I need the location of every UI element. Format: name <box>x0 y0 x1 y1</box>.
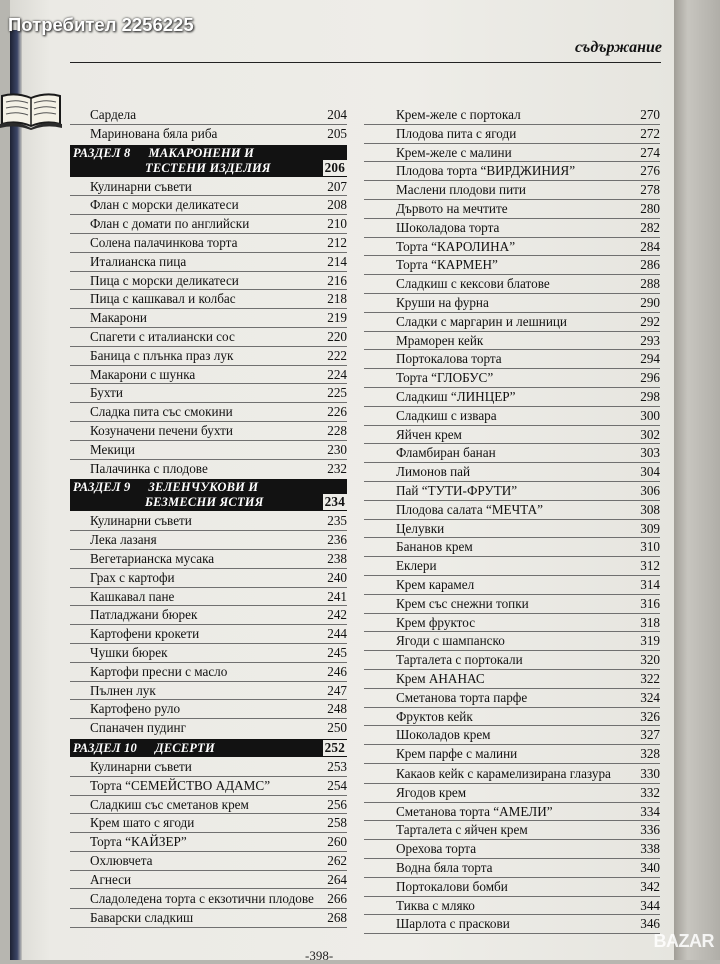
entry-page-number: 286 <box>640 257 660 273</box>
page-number: -398- <box>305 948 334 963</box>
entry-title: Ягодов крем <box>396 784 467 800</box>
entry-page-number: 253 <box>327 758 347 774</box>
entry-page-number: 256 <box>327 796 347 812</box>
entry-page-number: 334 <box>640 803 660 819</box>
entry-page-number: 266 <box>327 891 347 907</box>
toc-entry <box>70 889 347 909</box>
toc-entry <box>364 538 660 557</box>
entry-page-number: 250 <box>327 720 347 736</box>
entry-page-number: 264 <box>327 871 347 887</box>
entry-page-number: 262 <box>327 852 347 868</box>
toc-entry <box>364 689 660 708</box>
toc-entry <box>70 719 347 738</box>
toc-entry <box>70 234 347 253</box>
entry-title: Картофени крокети <box>90 626 200 642</box>
entry-title: Баница с плънка праз лук <box>90 347 234 363</box>
entry-page-number: 274 <box>640 144 660 160</box>
toc-entry <box>364 444 660 463</box>
toc-entry <box>364 294 660 313</box>
entry-page-number: 258 <box>327 815 347 831</box>
entry-title: Шоколадова торта <box>396 219 500 235</box>
toc-entry <box>364 313 660 332</box>
entry-title: Лека лазаня <box>90 532 157 548</box>
entry-title: Плодова салата “МЕЧТА” <box>396 501 543 517</box>
toc-entry <box>70 909 347 928</box>
entry-page-number: 293 <box>640 332 660 348</box>
toc-entry <box>364 764 660 784</box>
toc-entry <box>364 726 660 745</box>
entry-title: Торта “ГЛОБУС” <box>396 370 494 386</box>
section-header <box>70 739 347 757</box>
entry-page-number: 330 <box>640 765 660 781</box>
entry-page-number: 218 <box>327 291 347 307</box>
toc-entry <box>364 670 660 689</box>
toc-entry <box>364 821 660 840</box>
entry-page-number: 318 <box>640 614 660 630</box>
entry-page-number: 327 <box>640 727 660 743</box>
entry-title: Картофи пресни с масло <box>90 663 228 679</box>
entry-page-number: 300 <box>640 407 660 423</box>
header-rule <box>70 62 661 63</box>
entry-title: Торта “КАРМЕН” <box>396 257 498 273</box>
entry-page-number: 342 <box>640 878 660 894</box>
section-title: ЗЕЛЕНЧУКОВИ И <box>148 480 259 495</box>
entry-page-number: 324 <box>640 689 660 705</box>
toc-entry <box>364 878 660 897</box>
toc-entry <box>70 682 347 701</box>
entry-page-number: 298 <box>640 388 660 404</box>
toc-entry <box>364 426 660 445</box>
entry-title: Торта “СЕМЕЙСТВО АДАМС” <box>90 777 271 793</box>
entry-title: Ягоди с шампанско <box>396 633 505 649</box>
entry-page-number: 220 <box>327 328 347 344</box>
toc-entry <box>70 644 347 663</box>
toc-entry <box>364 162 660 181</box>
book-spine <box>10 30 22 960</box>
section-page-number: 234 <box>324 494 345 510</box>
section-title: МАКАРОНЕНИ И <box>148 145 255 160</box>
toc-entry <box>70 663 347 682</box>
entry-title: Флан с морски деликатеси <box>90 197 239 213</box>
entry-page-number: 346 <box>640 916 660 932</box>
next-page-edge <box>674 0 720 960</box>
entry-title: Крем със снежни топки <box>396 595 529 611</box>
entry-title: Целувки <box>396 520 445 536</box>
entry-title: Лимонов пай <box>396 464 471 480</box>
entry-page-number: 214 <box>327 253 347 269</box>
entry-title: Тарталета с яйчен крем <box>396 822 528 838</box>
entry-title: Портокалови бомби <box>396 878 508 894</box>
entry-page-number: 240 <box>327 569 347 585</box>
entry-page-number: 268 <box>327 910 347 926</box>
entry-title: Бухти <box>90 385 123 401</box>
section-header <box>70 479 347 511</box>
toc-entry <box>364 219 660 238</box>
toc-entry <box>364 840 660 859</box>
entry-page-number: 247 <box>327 682 347 698</box>
toc-left-column <box>70 106 347 928</box>
entry-page-number: 336 <box>640 822 660 838</box>
entry-page-number: 228 <box>327 422 347 438</box>
entry-title: Пай “ТУТИ-ФРУТИ” <box>396 482 518 498</box>
entry-page-number: 270 <box>640 107 660 122</box>
entry-page-number: 282 <box>640 219 660 235</box>
entry-title: Портокалова торта <box>396 351 502 367</box>
entry-page-number: 244 <box>327 626 347 642</box>
toc-entry <box>364 557 660 576</box>
entry-page-number: 246 <box>327 663 347 679</box>
toc-entry <box>70 833 347 852</box>
entry-title: Спаначен пудинг <box>90 720 186 736</box>
entry-title: Маринована бяла риба <box>90 125 218 141</box>
entry-title: Кашкавал пане <box>90 588 175 604</box>
entry-title: Охлювчета <box>90 852 153 868</box>
toc-entry <box>70 290 347 309</box>
toc-entry <box>70 531 347 550</box>
entry-title: Крем парфе с малини <box>396 746 518 762</box>
toc-entry <box>364 576 660 595</box>
entry-title: Крем-желе с портокал <box>396 107 521 122</box>
entry-page-number: 302 <box>640 426 660 442</box>
toc-entry <box>364 859 660 878</box>
toc-entry <box>70 758 347 777</box>
site-watermark: BAZAR <box>653 931 714 951</box>
entry-title: Шарлота с праскови <box>396 916 510 932</box>
entry-title: Сладкиш с кексови блатове <box>396 276 550 292</box>
entry-title: Солена палачинкова торта <box>90 234 238 250</box>
entry-title: Сладкиш с извара <box>396 407 497 423</box>
entry-title: Сладкиш със сметанов крем <box>90 796 249 812</box>
entry-title: Чушки бюрек <box>90 644 168 660</box>
entry-title: Макарони <box>90 310 147 326</box>
toc-entry <box>364 915 660 934</box>
entry-title: Италианска пица <box>90 253 187 269</box>
entry-title: Еклери <box>396 558 437 574</box>
entry-page-number: 204 <box>327 107 347 122</box>
entry-page-number: 242 <box>327 607 347 623</box>
entry-title: Пица с морски деликатеси <box>90 272 239 288</box>
toc-entry <box>70 215 347 234</box>
entry-page-number: 326 <box>640 708 660 724</box>
entry-title: Кулинарни съвети <box>90 513 192 529</box>
entry-title: Вегетарианска мусака <box>90 550 215 566</box>
entry-page-number: 272 <box>640 125 660 141</box>
entry-page-number: 328 <box>640 746 660 762</box>
toc-entry <box>364 332 660 351</box>
page-header-title: съдържание <box>575 39 662 56</box>
entry-title: Крем-желе с малини <box>396 144 512 160</box>
entry-page-number: 222 <box>327 347 347 363</box>
entry-title: Торта “КАРОЛИНА” <box>396 238 516 254</box>
toc-entry <box>70 422 347 441</box>
entry-page-number: 276 <box>640 163 660 179</box>
toc-entry <box>364 520 660 539</box>
toc-entry <box>364 784 660 803</box>
entry-title: Фруктов кейк <box>396 708 473 724</box>
toc-entry <box>70 569 347 588</box>
toc-entry <box>364 181 660 200</box>
entry-title: Бананов крем <box>396 539 473 555</box>
toc-entry <box>364 614 660 633</box>
entry-title: Водна бяла торта <box>396 860 493 876</box>
toc-entry <box>70 309 347 328</box>
section-label: РАЗДЕЛ 9 <box>73 480 131 495</box>
toc-entry <box>70 272 347 291</box>
toc-entry <box>70 588 347 607</box>
section-title-line2: БЕЗМЕСНИ ЯСТИЯ <box>145 495 264 510</box>
entry-title: Дървото на мечтите <box>396 200 508 216</box>
entry-page-number: 340 <box>640 860 660 876</box>
toc-entry <box>364 595 660 614</box>
entry-page-number: 241 <box>327 588 347 604</box>
entry-page-number: 230 <box>327 441 347 457</box>
section-page-number: 252 <box>324 739 345 755</box>
toc-entry <box>364 708 660 727</box>
entry-page-number: 245 <box>327 644 347 660</box>
entry-page-number: 219 <box>327 310 347 326</box>
entry-page-number: 224 <box>327 366 347 382</box>
toc-entry <box>364 256 660 275</box>
section-title: ДЕСЕРТИ <box>154 740 215 755</box>
entry-title: Мекици <box>90 441 135 457</box>
entry-title: Козуначени печени бухти <box>90 422 233 438</box>
entry-title: Флан с домати по английски <box>90 216 250 232</box>
entry-page-number: 308 <box>640 501 660 517</box>
entry-page-number: 344 <box>640 897 660 913</box>
toc-entry <box>364 897 660 916</box>
toc-entry <box>70 441 347 460</box>
toc-entry <box>70 125 347 144</box>
entry-page-number: 212 <box>327 234 347 250</box>
entry-page-number: 314 <box>640 576 660 592</box>
toc-entry <box>70 328 347 347</box>
entry-title: Круши на фурна <box>396 294 489 310</box>
toc-right-column <box>364 106 660 934</box>
entry-page-number: 225 <box>327 385 347 401</box>
toc-entry <box>70 512 347 531</box>
entry-title: Макарони с шунка <box>90 366 196 382</box>
toc-entry <box>70 852 347 871</box>
entry-page-number: 306 <box>640 482 660 498</box>
toc-entry <box>70 871 347 890</box>
entry-title: Сладки с маргарин и лешници <box>396 313 567 329</box>
entry-title: Кулинарни съвети <box>90 178 192 194</box>
toc-entry <box>364 501 660 520</box>
user-id-overlay: Потребител 2256225 <box>8 14 194 35</box>
entry-page-number: 260 <box>327 834 347 850</box>
toc-entry <box>364 632 660 651</box>
entry-title: Сметанова торта парфе <box>396 689 528 705</box>
toc-entry <box>70 366 347 385</box>
toc-entry <box>364 388 660 407</box>
entry-title: Крем фруктос <box>396 614 476 630</box>
entry-page-number: 322 <box>640 670 660 686</box>
entry-page-number: 280 <box>640 200 660 216</box>
toc-entry <box>70 814 347 833</box>
entry-title: Крем АНАНАС <box>396 670 485 686</box>
entry-page-number: 248 <box>327 701 347 717</box>
entry-page-number: 310 <box>640 539 660 555</box>
toc-entry <box>70 196 347 215</box>
toc-entry <box>70 777 347 796</box>
toc-entry <box>364 275 660 294</box>
entry-title: Какаов кейк с карамелизирана глазура <box>396 765 611 781</box>
entry-page-number: 236 <box>327 532 347 548</box>
toc-entry <box>70 625 347 644</box>
entry-page-number: 232 <box>327 460 347 476</box>
toc-entry <box>70 460 347 479</box>
entry-page-number: 235 <box>327 513 347 529</box>
entry-title: Картофено руло <box>90 701 181 717</box>
entry-title: Пълнен лук <box>90 682 156 698</box>
entry-page-number: 320 <box>640 652 660 668</box>
entry-title: Грах с картофи <box>90 569 175 585</box>
entry-page-number: 216 <box>327 272 347 288</box>
entry-page-number: 303 <box>640 445 660 461</box>
toc-entry <box>70 178 347 197</box>
entry-page-number: 210 <box>327 216 347 232</box>
section-label: РАЗДЕЛ 10 <box>73 740 137 755</box>
entry-title: Патладжани бюрек <box>90 607 198 623</box>
section-header <box>70 145 347 177</box>
toc-entry <box>364 350 660 369</box>
entry-title: Фламбиран банан <box>396 445 496 461</box>
entry-title: Плодова торта “ВИРДЖИНИЯ” <box>396 163 576 179</box>
entry-title: Агнеси <box>90 871 132 887</box>
entry-page-number: 319 <box>640 633 660 649</box>
toc-entry <box>70 606 347 625</box>
entry-title: Крем карамел <box>396 576 475 592</box>
toc-entry <box>364 745 660 764</box>
entry-page-number: 207 <box>327 178 347 194</box>
entry-page-number: 312 <box>640 558 660 574</box>
section-page-number: 206 <box>324 159 345 175</box>
entry-title: Сметанова торта “АМЕЛИ” <box>396 803 553 819</box>
entry-page-number: 254 <box>327 777 347 793</box>
entry-title: Сладка пита със смокини <box>90 404 233 420</box>
entry-title: Сардела <box>90 107 137 122</box>
section-label: РАЗДЕЛ 8 <box>73 145 131 160</box>
entry-title: Тарталета с портокали <box>396 652 523 668</box>
entry-page-number: 290 <box>640 294 660 310</box>
toc-entry <box>364 238 660 257</box>
entry-page-number: 294 <box>640 351 660 367</box>
entry-page-number: 316 <box>640 595 660 611</box>
entry-title: Торта “КАЙЗЕР” <box>90 834 187 850</box>
entry-title: Яйчен крем <box>396 426 462 442</box>
entry-title: Орехова торта <box>396 841 477 857</box>
toc-entry <box>364 482 660 501</box>
entry-title: Пица с кашкавал и колбас <box>90 291 236 307</box>
toc-entry <box>70 550 347 569</box>
open-book-icon <box>0 90 62 130</box>
toc-entry <box>70 796 347 815</box>
section-title-line2: ТЕСТЕНИ ИЗДЕЛИЯ <box>145 160 271 175</box>
entry-page-number: 278 <box>640 182 660 198</box>
toc-entry <box>364 407 660 426</box>
entry-title: Палачинка с плодове <box>90 460 208 476</box>
entry-title: Спагети с италиански сос <box>90 328 235 344</box>
entry-title: Кулинарни съвети <box>90 758 192 774</box>
entry-title: Сладоледена торта с екзотични плодове <box>90 891 314 907</box>
toc-entry <box>70 384 347 403</box>
toc-entry <box>70 403 347 422</box>
toc-entry <box>364 803 660 822</box>
entry-page-number: 338 <box>640 841 660 857</box>
toc-entry <box>70 106 347 125</box>
toc-entry <box>364 463 660 482</box>
entry-page-number: 205 <box>327 125 347 141</box>
entry-title: Баварски сладкиш <box>90 910 194 926</box>
toc-entry <box>70 347 347 366</box>
entry-title: Плодова пита с ягоди <box>396 125 517 141</box>
entry-page-number: 332 <box>640 784 660 800</box>
entry-page-number: 238 <box>327 550 347 566</box>
entry-page-number: 226 <box>327 404 347 420</box>
entry-title: Маслени плодови пити <box>396 182 526 198</box>
toc-entry <box>364 369 660 388</box>
entry-title: Мраморен кейк <box>396 332 484 348</box>
entry-page-number: 296 <box>640 370 660 386</box>
entry-page-number: 309 <box>640 520 660 536</box>
entry-title: Тиква с мляко <box>396 897 475 913</box>
entry-page-number: 284 <box>640 238 660 254</box>
toc-entry <box>364 106 660 125</box>
entry-page-number: 208 <box>327 197 347 213</box>
toc-entry <box>364 144 660 163</box>
entry-page-number: 304 <box>640 464 660 480</box>
entry-title: Крем шато с ягоди <box>90 815 195 831</box>
entry-page-number: 288 <box>640 276 660 292</box>
toc-entry <box>70 700 347 719</box>
toc-entry <box>70 253 347 272</box>
toc-entry <box>364 125 660 144</box>
toc-entry <box>364 200 660 219</box>
entry-page-number: 292 <box>640 313 660 329</box>
entry-title: Сладкиш “ЛИНЦЕР” <box>396 388 516 404</box>
entry-title: Шоколадов крем <box>396 727 491 743</box>
toc-entry <box>364 651 660 670</box>
